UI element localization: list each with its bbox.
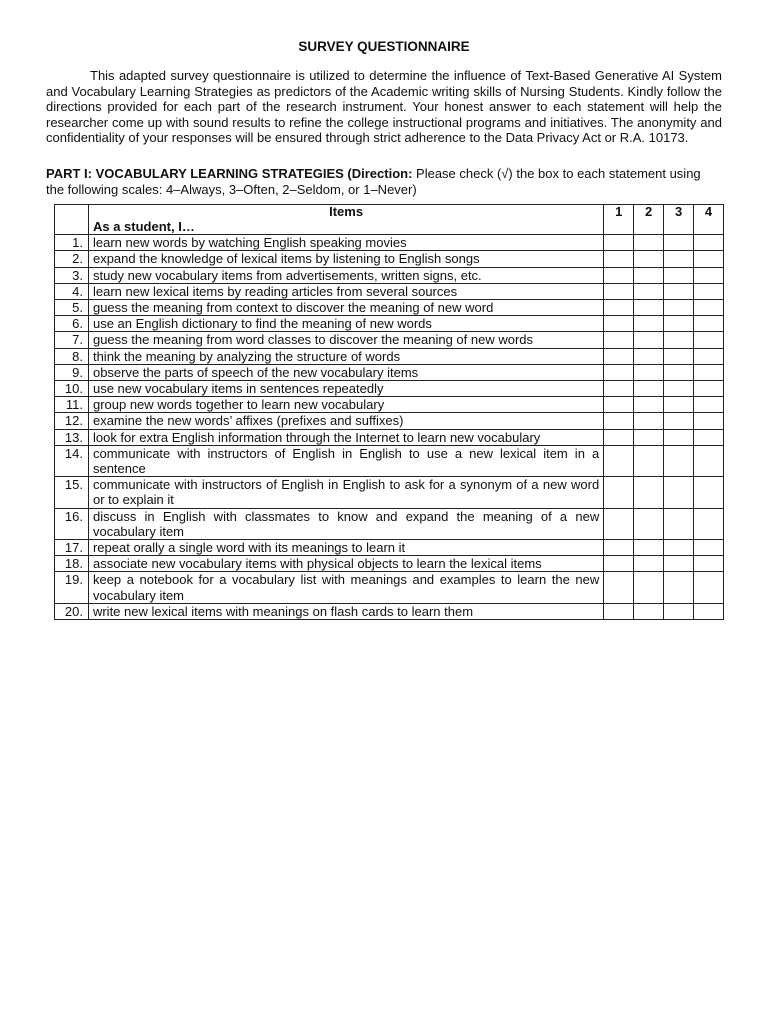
rating-checkbox-1[interactable] (604, 413, 634, 429)
table-row (55, 299, 724, 315)
rating-checkbox-4[interactable] (694, 603, 724, 619)
rating-checkbox-3[interactable] (664, 556, 694, 572)
rating-checkbox-2[interactable] (634, 332, 664, 348)
rating-checkbox-2[interactable] (634, 397, 664, 413)
rating-checkbox-2[interactable] (634, 477, 664, 508)
table-row (55, 348, 724, 364)
questionnaire-page (46, 38, 722, 620)
header-scale-1: 1 (604, 205, 634, 235)
rating-checkbox-2[interactable] (634, 235, 664, 251)
item-statement: keep a notebook for a vocabulary list with meanings and examples to learn the new vocabulary item (88, 572, 603, 603)
rating-checkbox-1[interactable] (604, 235, 634, 251)
rating-checkbox-3[interactable] (664, 445, 694, 476)
rating-checkbox-2[interactable] (634, 380, 664, 396)
rating-checkbox-2[interactable] (634, 267, 664, 283)
rating-checkbox-3[interactable] (664, 235, 694, 251)
item-statement: discuss in English with classmates to know and expand the meaning of a new vocabulary item (88, 508, 603, 539)
rating-checkbox-4[interactable] (694, 332, 724, 348)
rating-checkbox-3[interactable] (664, 413, 694, 429)
rating-checkbox-3[interactable] (664, 477, 694, 508)
item-statement: communicate with instructors of English in English to ask for a synonym of a new word or to explain it (88, 477, 603, 508)
rating-checkbox-2[interactable] (634, 429, 664, 445)
table-row (55, 413, 724, 429)
rating-checkbox-4[interactable] (694, 364, 724, 380)
rating-checkbox-4[interactable] (694, 540, 724, 556)
rating-checkbox-1[interactable] (604, 477, 634, 508)
rating-checkbox-4[interactable] (694, 572, 724, 603)
rating-checkbox-1[interactable] (604, 556, 634, 572)
rating-checkbox-1[interactable] (604, 267, 634, 283)
rating-checkbox-3[interactable] (664, 540, 694, 556)
item-statement: expand the knowledge of lexical items by listening to English songs (88, 251, 603, 267)
table-row (55, 283, 724, 299)
item-number: 9. (55, 364, 89, 380)
rating-checkbox-4[interactable] (694, 235, 724, 251)
item-statement: write new lexical items with meanings on flash cards to learn them (88, 603, 603, 619)
item-statement: associate new vocabulary items with physical objects to learn the lexical items (88, 556, 603, 572)
rating-checkbox-3[interactable] (664, 332, 694, 348)
rating-checkbox-4[interactable] (694, 267, 724, 283)
item-number: 8. (55, 348, 89, 364)
header-items-cell (88, 205, 603, 235)
rating-checkbox-1[interactable] (604, 397, 634, 413)
table-row (55, 316, 724, 332)
table-row (55, 540, 724, 556)
rating-checkbox-3[interactable] (664, 380, 694, 396)
item-statement: group new words together to learn new vocabulary (88, 397, 603, 413)
item-number: 1. (55, 235, 89, 251)
rating-checkbox-3[interactable] (664, 429, 694, 445)
rating-checkbox-4[interactable] (694, 413, 724, 429)
rating-checkbox-4[interactable] (694, 251, 724, 267)
rating-checkbox-4[interactable] (694, 445, 724, 476)
rating-checkbox-2[interactable] (634, 364, 664, 380)
rating-checkbox-1[interactable] (604, 283, 634, 299)
rating-checkbox-2[interactable] (634, 299, 664, 315)
rating-checkbox-1[interactable] (604, 348, 634, 364)
item-number: 19. (55, 572, 89, 603)
rating-checkbox-3[interactable] (664, 299, 694, 315)
rating-checkbox-3[interactable] (664, 364, 694, 380)
rating-checkbox-1[interactable] (604, 603, 634, 619)
item-statement: observe the parts of speech of the new vocabulary items (88, 364, 603, 380)
table-row (55, 235, 724, 251)
rating-checkbox-2[interactable] (634, 603, 664, 619)
item-statement: use an English dictionary to find the meaning of new words (88, 316, 603, 332)
rating-checkbox-4[interactable] (694, 283, 724, 299)
item-statement: think the meaning by analyzing the structure of words (88, 348, 603, 364)
header-scale-4: 4 (694, 205, 724, 235)
item-statement: use new vocabulary items in sentences repeatedly (88, 380, 603, 396)
item-number: 16. (55, 508, 89, 539)
item-statement: communicate with instructors of English in English to use a new lexical item in a sentence (88, 445, 603, 476)
table-header-row (55, 205, 724, 235)
item-statement: guess the meaning from context to discover the meaning of new word (88, 299, 603, 315)
rating-checkbox-1[interactable] (604, 364, 634, 380)
table-row (55, 251, 724, 267)
header-scale-3: 3 (664, 205, 694, 235)
rating-checkbox-2[interactable] (634, 316, 664, 332)
rating-checkbox-2[interactable] (634, 283, 664, 299)
table-row (55, 445, 724, 476)
rating-checkbox-3[interactable] (664, 603, 694, 619)
item-statement: guess the meaning from word classes to discover the meaning of new words (88, 332, 603, 348)
item-number: 12. (55, 413, 89, 429)
item-number: 5. (55, 299, 89, 315)
table-row (55, 556, 724, 572)
rating-checkbox-3[interactable] (664, 251, 694, 267)
item-number: 20. (55, 603, 89, 619)
rating-checkbox-1[interactable] (604, 251, 634, 267)
item-number: 10. (55, 380, 89, 396)
rating-checkbox-4[interactable] (694, 397, 724, 413)
rating-checkbox-4[interactable] (694, 316, 724, 332)
intro-paragraph: This adapted survey questionnaire is utilized to determine the influence of Text-Based Generative AI System and Vocabulary Learning Strategies as predictors of the Academic writing skills of Nursing Students. Kindly follow the directions provided for each part of the research instrument. Your honest answer to each statement will help the researcher come up with sound results to refine the college instructional programs and initiatives. The anonymity and confidentiality of your responses will be ensured through strict adherence to the Data Privacy Act or R.A. 10173. (46, 68, 722, 146)
rating-checkbox-2[interactable] (634, 556, 664, 572)
table-row (55, 477, 724, 508)
rating-checkbox-1[interactable] (604, 332, 634, 348)
rating-checkbox-4[interactable] (694, 299, 724, 315)
item-number: 6. (55, 316, 89, 332)
item-number: 3. (55, 267, 89, 283)
table-row (55, 429, 724, 445)
rating-checkbox-4[interactable] (694, 477, 724, 508)
rating-checkbox-1[interactable] (604, 572, 634, 603)
rating-checkbox-2[interactable] (634, 540, 664, 556)
item-statement: study new vocabulary items from advertisements, written signs, etc. (88, 267, 603, 283)
item-statement: learn new words by watching English speaking movies (88, 235, 603, 251)
item-number: 4. (55, 283, 89, 299)
table-row (55, 603, 724, 619)
item-statement: learn new lexical items by reading articles from several sources (88, 283, 603, 299)
rating-checkbox-4[interactable] (694, 429, 724, 445)
rating-checkbox-1[interactable] (604, 299, 634, 315)
header-number-cell (55, 205, 89, 235)
rating-checkbox-3[interactable] (664, 283, 694, 299)
table-row (55, 364, 724, 380)
table-body (55, 235, 724, 620)
item-statement: look for extra English information through the Internet to learn new vocabulary (88, 429, 603, 445)
rating-checkbox-4[interactable] (694, 508, 724, 539)
rating-checkbox-2[interactable] (634, 508, 664, 539)
table-row (55, 267, 724, 283)
rating-checkbox-1[interactable] (604, 540, 634, 556)
item-number: 15. (55, 477, 89, 508)
item-number: 17. (55, 540, 89, 556)
table-row (55, 332, 724, 348)
document-title: SURVEY QUESTIONNAIRE (298, 39, 470, 54)
item-number: 18. (55, 556, 89, 572)
part1-heading-bold: PART I: VOCABULARY LEARNING STRATEGIES (Direction: (46, 165, 413, 181)
header-items-label: Items (329, 204, 364, 220)
vocabulary-strategies-table (54, 204, 724, 620)
part1-heading-directions: Please check (√) the box to each statement using the following scales: 4–Always, 3–Often, 2–Seldom, or 1–Never) (46, 165, 701, 197)
rating-checkbox-2[interactable] (634, 348, 664, 364)
table-row (55, 572, 724, 603)
rating-checkbox-3[interactable] (664, 316, 694, 332)
table-row (55, 508, 724, 539)
rating-checkbox-2[interactable] (634, 572, 664, 603)
item-number: 11. (55, 397, 89, 413)
rating-checkbox-1[interactable] (604, 380, 634, 396)
header-items-sublabel: As a student, I… (92, 219, 195, 235)
item-number: 13. (55, 429, 89, 445)
rating-checkbox-4[interactable] (694, 348, 724, 364)
rating-checkbox-2[interactable] (634, 413, 664, 429)
item-statement: repeat orally a single word with its meanings to learn it (88, 540, 603, 556)
rating-checkbox-2[interactable] (634, 251, 664, 267)
rating-checkbox-3[interactable] (664, 572, 694, 603)
item-statement: examine the new words’ affixes (prefixes and suffixes) (88, 413, 603, 429)
rating-checkbox-2[interactable] (634, 445, 664, 476)
rating-checkbox-4[interactable] (694, 556, 724, 572)
item-number: 7. (55, 332, 89, 348)
rating-checkbox-1[interactable] (604, 445, 634, 476)
rating-checkbox-3[interactable] (664, 267, 694, 283)
item-number: 2. (55, 251, 89, 267)
table-row (55, 397, 724, 413)
item-number: 14. (55, 445, 89, 476)
header-scale-2: 2 (634, 205, 664, 235)
rating-checkbox-3[interactable] (664, 348, 694, 364)
rating-checkbox-3[interactable] (664, 397, 694, 413)
rating-checkbox-1[interactable] (604, 508, 634, 539)
rating-checkbox-3[interactable] (664, 508, 694, 539)
rating-checkbox-4[interactable] (694, 380, 724, 396)
rating-checkbox-1[interactable] (604, 316, 634, 332)
table-row (55, 380, 724, 396)
part1-heading (46, 166, 722, 197)
rating-checkbox-1[interactable] (604, 429, 634, 445)
